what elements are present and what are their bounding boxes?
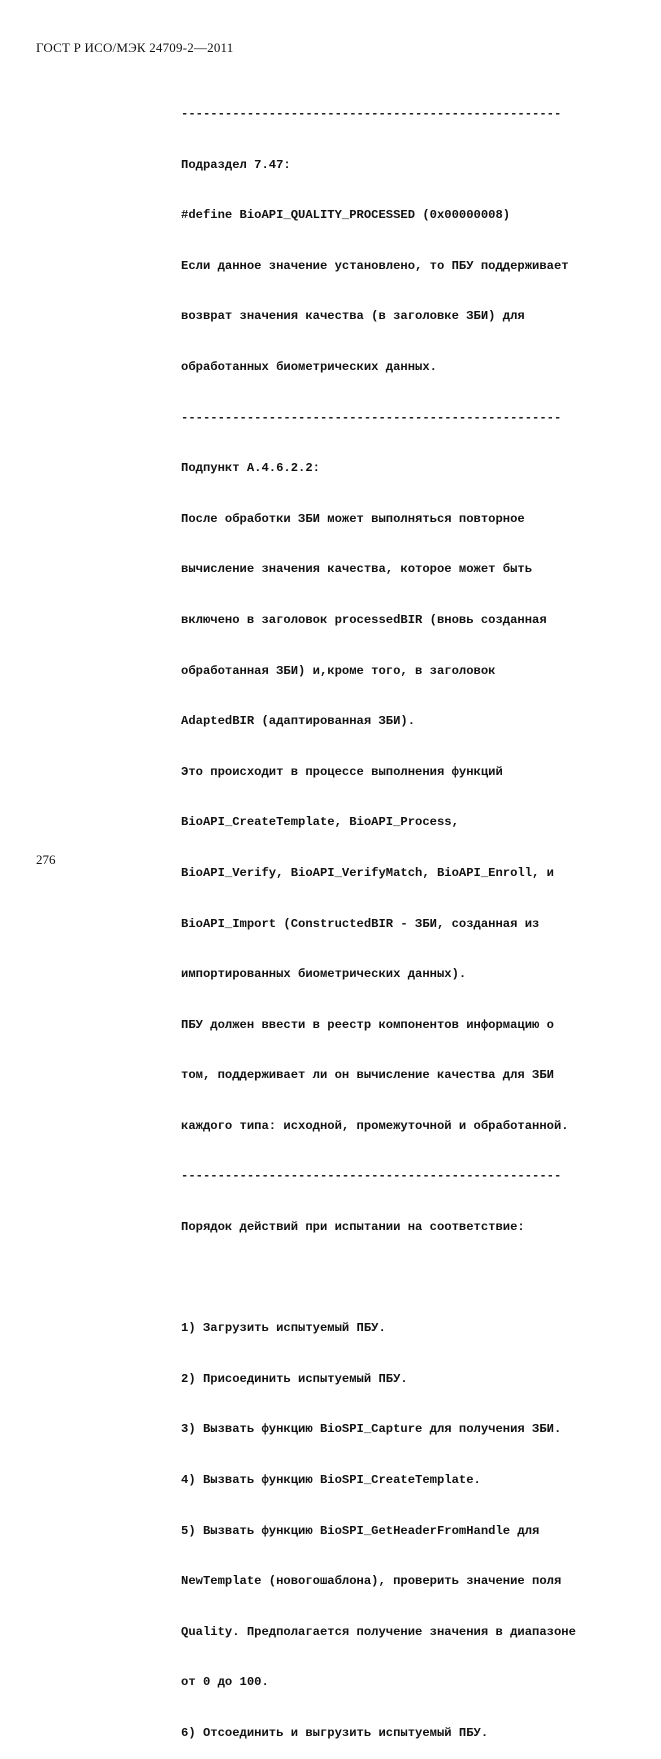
text-line: BioAPI_CreateTemplate, BioAPI_Process,: [181, 815, 459, 830]
text-line: AdaptedBIR (адаптированная ЗБИ).: [181, 714, 416, 729]
page-number: 276: [36, 852, 56, 867]
procedure-step: 4) Вызвать функцию BioSPI_CreateTemplate.: [181, 1473, 481, 1488]
text-line: импортированных биометрических данных).: [181, 967, 467, 982]
procedure-step: 3) Вызвать функцию BioSPI_Capture для получения ЗБИ.: [181, 1422, 562, 1437]
procedure-step: 6) Отсоединить и выгрузить испытуемый ПБУ.: [181, 1726, 489, 1740]
text-line: Это происходит в процессе выполнения функций: [181, 764, 503, 779]
procedure-step-continued: Quality. Предполагается получение значения в диапазоне: [181, 1624, 576, 1639]
document-header: ГОСТ Р ИСО/МЭК 24709-2—2011: [36, 40, 234, 55]
text-line: обработанная ЗБИ) и,кроме того, в заголовок: [181, 663, 496, 678]
text-line: включено в заголовок processedBIR (вновь созданная: [181, 612, 547, 627]
text-line: вычисление значения качества, которое может быть: [181, 562, 533, 577]
test-procedure-text: [181, 75, 611, 1759]
separator-line: ----------------------------------------------------: [181, 410, 562, 425]
text-line: Если данное значение установлено, то ПБУ поддерживает: [181, 258, 569, 273]
text-line: обработанных биометрических данных.: [181, 359, 437, 374]
subsection-heading: Подраздел 7.47:: [181, 157, 291, 172]
text-line: После обработки ЗБИ может выполняться повторное: [181, 511, 525, 526]
text-line: том, поддерживает ли он вычисление качества для ЗБИ: [181, 1068, 554, 1083]
procedure-step-continued: от 0 до 100.: [181, 1675, 269, 1690]
procedure-step: 1) Загрузить испытуемый ПБУ.: [181, 1321, 386, 1336]
separator-line: ----------------------------------------------------: [181, 107, 562, 121]
separator-line: ----------------------------------------------------: [181, 1169, 562, 1184]
text-line: каждого типа: исходной, промежуточной и обработанной.: [181, 1118, 569, 1133]
procedure-step: 5) Вызвать функцию BioSPI_GetHeaderFromHandle для: [181, 1523, 540, 1538]
procedure-step: 2) Присоединить испытуемый ПБУ.: [181, 1371, 408, 1386]
define-line: #define BioAPI_QUALITY_PROCESSED (0x00000008): [181, 208, 511, 223]
text-line: BioAPI_Verify, BioAPI_VerifyMatch, BioAPI_Enroll, и: [181, 865, 554, 880]
text-line: BioAPI_Import (ConstructedBIR - ЗБИ, созданная из: [181, 916, 540, 931]
text-line: возврат значения качества (в заголовке ЗБИ) для: [181, 309, 525, 324]
text-line: ПБУ должен ввести в реестр компонентов информацию о: [181, 1017, 554, 1032]
procedure-heading: Порядок действий при испытании на соответствие:: [181, 1220, 525, 1235]
subclause-heading: Подпункт А.4.6.2.2:: [181, 461, 320, 476]
procedure-step-continued: NewTemplate (новогошаблона), проверить значение поля: [181, 1574, 562, 1589]
blank-line: [181, 1267, 611, 1290]
